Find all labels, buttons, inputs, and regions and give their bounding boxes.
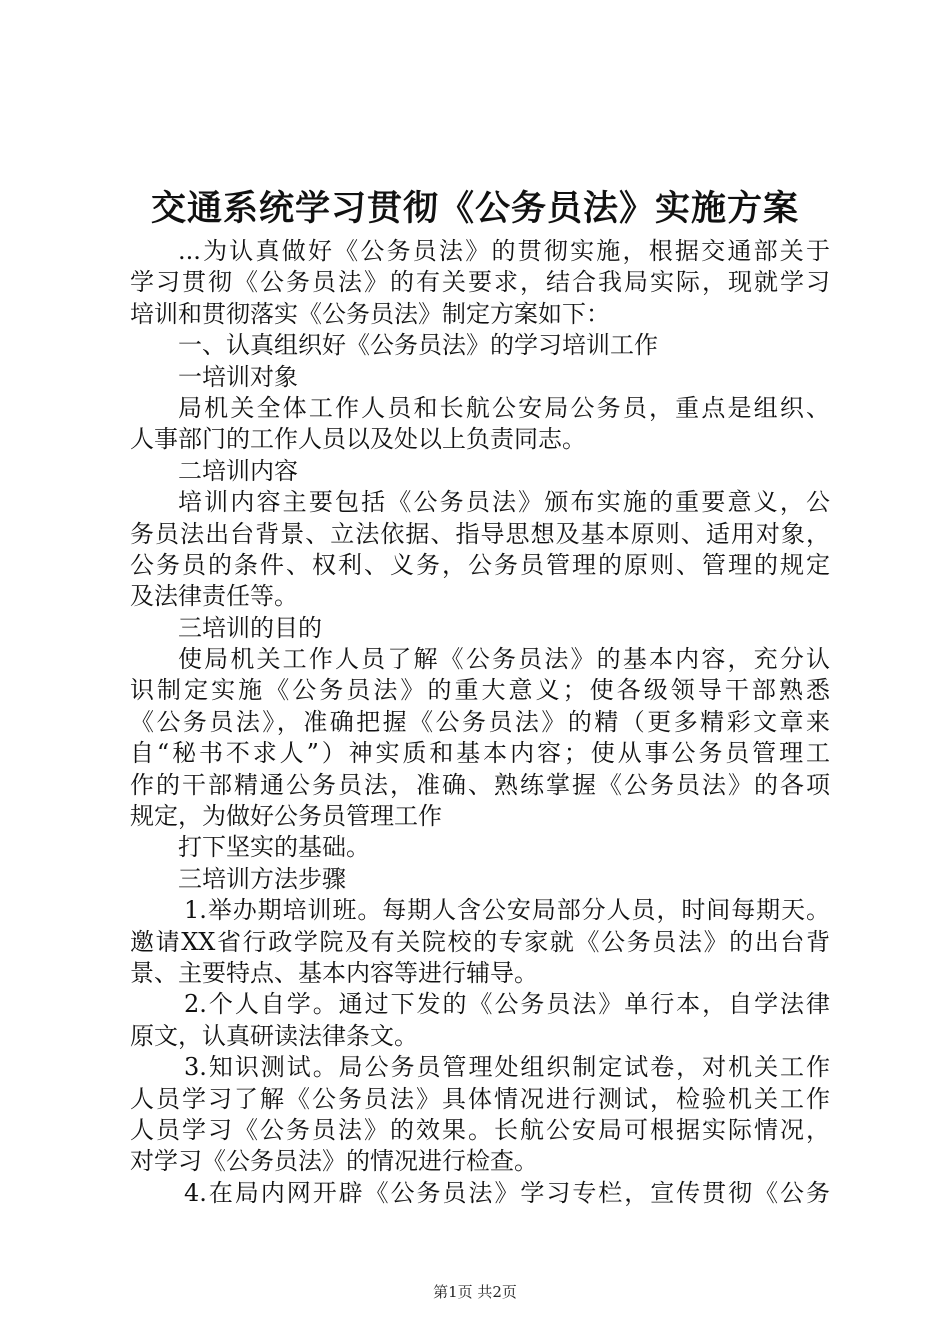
- text-line: 4.在局内网开辟《公务员法》学习专栏，宣传贯彻《公务: [184, 1178, 830, 1207]
- text-line: 邀请XX省行政学院及有关院校的专家就《公务员法》的出台背: [130, 927, 830, 956]
- text-line: 规定，为做好公务员管理工作: [130, 802, 442, 831]
- text-line: 识制定实施《公务员法》的重大意义；使各级领导干部熟悉: [130, 676, 830, 705]
- text-line: 公务员的条件、权利、义务，公务员管理的原则、管理的规定: [130, 550, 830, 579]
- text-line: 1.举办期培训班。每期人含公安局部分人员，时间每期天。: [184, 896, 830, 925]
- subsection-heading: 一培训对象: [178, 362, 298, 391]
- page-footer: 第1页 共2页: [433, 1283, 517, 1301]
- text-line: 《公务员法》，准确把握《公务员法》的精（更多精彩文章来: [130, 707, 830, 736]
- section-heading: 一、认真组织好《公务员法》的学习培训工作: [178, 331, 658, 360]
- text-line: 使局机关工作人员了解《公务员法》的基本内容，充分认: [178, 645, 830, 674]
- text-line: 及法律责任等。: [130, 582, 298, 611]
- text-line: 人事部门的工作人员以及处以上负责同志。: [130, 425, 586, 454]
- text-line: ...为认真做好《公务员法》的贯彻实施，根据交通部关于: [178, 237, 830, 265]
- text-line: 培训和贯彻落实《公务员法》制定方案如下：: [130, 299, 610, 328]
- text-line: 对学习《公务员法》的情况进行检查。: [130, 1147, 538, 1176]
- subsection-heading: 二培训内容: [178, 456, 298, 485]
- text-line: 自“秘书不求人”）神实质和基本内容；使从事公务员管理工: [130, 739, 830, 768]
- text-line: 局机关全体工作人员和长航公安局公务员，重点是组织、: [178, 393, 830, 422]
- text-line: 2.个人自学。通过下发的《公务员法》单行本，自学法律: [184, 990, 830, 1019]
- text-line: 务员法出台背景、立法依据、指导思想及基本原则、适用对象，: [130, 519, 830, 548]
- text-line: 作的干部精通公务员法，准确、熟练掌握《公务员法》的各项: [130, 770, 830, 799]
- text-line: 打下坚实的基础。: [178, 833, 370, 862]
- text-line: 学习贯彻《公务员法》的有关要求，结合我局实际，现就学习: [130, 268, 830, 297]
- text-line: 3.知识测试。局公务员管理处组织制定试卷，对机关工作: [184, 1053, 830, 1082]
- text-line: 培训内容主要包括《公务员法》颁布实施的重要意义，公: [178, 488, 830, 517]
- document-body: [130, 236, 830, 1209]
- text-line: 原文，认真研读法律条文。: [130, 1021, 418, 1050]
- text-line: 人员学习了解《公务员法》具体情况进行测试，检验机关工作: [130, 1084, 830, 1113]
- text-line: 景、主要特点、基本内容等进行辅导。: [130, 958, 538, 987]
- document-title: 交通系统学习贯彻《公务员法》实施方案: [150, 189, 799, 229]
- text-line: 人员学习《公务员法》的效果。长航公安局可根据实际情况，: [130, 1115, 830, 1144]
- subsection-heading: 三培训的目的: [178, 613, 322, 642]
- subsection-heading: 三培训方法步骤: [178, 864, 346, 893]
